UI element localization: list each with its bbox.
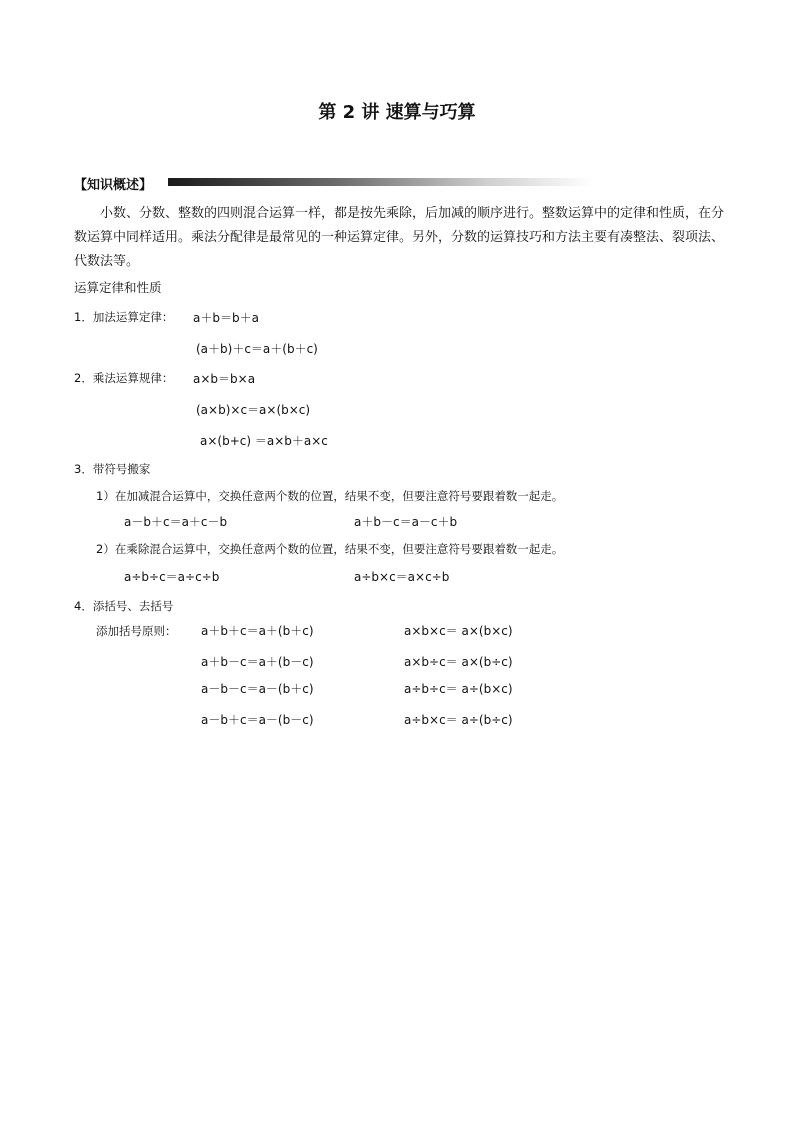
sign-example-2b: a÷b×c＝a×c÷b	[354, 570, 450, 584]
sign-moving-label: 3．带符号搬家	[74, 462, 151, 476]
multiplication-distributive: a×(b+c) ＝a×b＋a×c	[200, 434, 328, 448]
paren-mul-1: a×b×c＝ a×(b×c)	[404, 624, 513, 638]
intro-paragraph: 小数、分数、整数的四则混合运算一样，都是按先乘除，后加减的顺序进行。整数运算中的定律和性质，在分数运算中同样适用。乘法分配律是最常见的一种运算定律。另外，分数的运算技巧和方法主要有凑整法、裂项法、代数法等。	[74, 206, 725, 269]
addition-commutative: a＋b＝b＋a	[193, 311, 259, 325]
section-divider-bar	[168, 178, 593, 186]
paren-add-3: a－b－c＝a－(b＋c)	[201, 682, 314, 696]
parentheses-rule-label: 添加括号原则：	[96, 624, 177, 638]
multiplication-associative: (a×b)×c＝a×(b×c)	[196, 403, 311, 417]
section-heading: 【知识概述】	[74, 178, 153, 193]
sign-example-1b: a＋b－c＝a－c＋b	[354, 515, 458, 529]
paren-add-4: a－b＋c＝a－(b－c)	[201, 713, 314, 727]
page-title: 第 2 讲 速算与巧算	[318, 102, 476, 123]
paren-add-1: a＋b＋c＝a＋(b＋c)	[201, 624, 314, 638]
addition-label: 1．加法运算定律：	[74, 310, 174, 324]
sign-rule-add-sub: 1）在加减混合运算中，交换任意两个数的位置，结果不变，但要注意符号要跟着数一起走。	[96, 489, 564, 503]
paren-mul-2: a×b÷c＝ a×(b÷c)	[404, 655, 513, 669]
paren-mul-3: a÷b÷c＝ a÷(b×c)	[404, 682, 513, 696]
sign-example-2a: a÷b÷c＝a÷c÷b	[124, 570, 220, 584]
parentheses-label: 4．添括号、去括号	[74, 599, 174, 613]
addition-associative: (a＋b)＋c＝a＋(b＋c)	[196, 342, 318, 356]
subheading-laws: 运算定律和性质	[74, 280, 162, 295]
multiplication-label: 2．乘法运算规律：	[74, 371, 174, 385]
sign-rule-mul-div: 2）在乘除混合运算中，交换任意两个数的位置，结果不变，但要注意符号要跟着数一起走。	[96, 542, 564, 556]
paren-mul-4: a÷b×c＝ a÷(b÷c)	[404, 713, 513, 727]
multiplication-commutative: a×b＝b×a	[193, 372, 256, 386]
paren-add-2: a＋b－c＝a＋(b－c)	[201, 655, 314, 669]
sign-example-1a: a－b＋c＝a＋c－b	[124, 515, 228, 529]
